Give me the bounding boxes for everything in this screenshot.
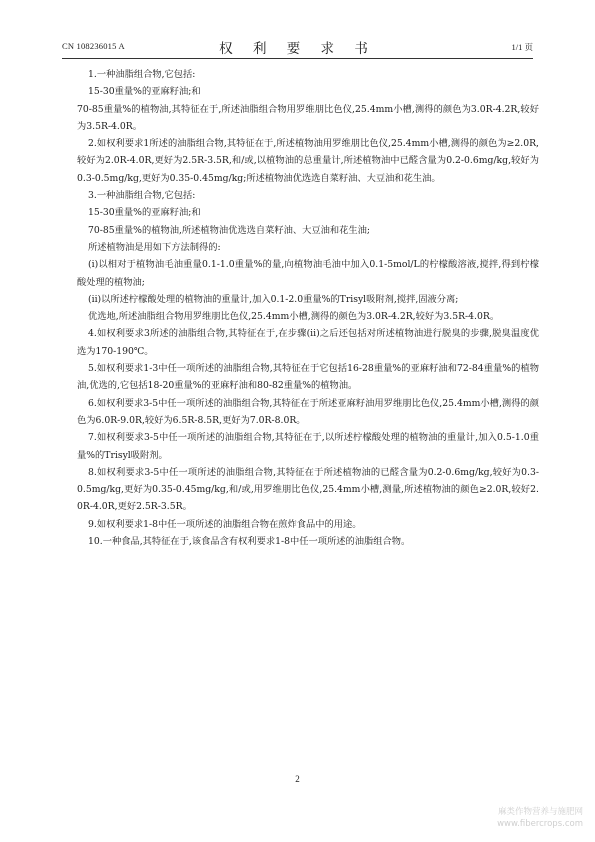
watermark-url: www.fibercrops.com	[497, 819, 583, 829]
claim-5: 5.如权利要求1-3中任一项所述的油脂组合物,其特征在于它包括16-28重量%的亚麻籽油和72-84重量%的植物油,优选的,它包括18-20重量%的亚麻籽油和80-82重量%的植物油。	[77, 363, 539, 392]
header-divider	[62, 58, 533, 59]
claim-3-item-a: 15-30重量%的亚麻籽油;和	[88, 207, 201, 219]
claim-6: 6.如权利要求3-5中任一项所述的油脂组合物,其特征在于所述亚麻籽油用罗维朋比色仪,25.4mm小槽,测得的颜色为6.0R-9.0R,较好为6.5R-8.5R,更好为7.0R-8.0R。	[77, 397, 539, 426]
claim-3-item-b: 70-85重量%的植物油,所述植物油优选选自菜籽油、大豆油和花生油;	[88, 224, 371, 236]
claim-1-intro: 1.一种油脂组合物,它包括:	[88, 69, 196, 80]
claim-3-step-i: (i)以相对于植物油毛油重量0.1-1.0重量%的量,向植物油毛油中加入0.1-5mol/L的柠檬酸溶液,搅拌,得到柠檬酸处理的植物油;	[77, 259, 539, 288]
claim-4: 4.如权利要求3所述的油脂组合物,其特征在于,在步骤(ii)之后还包括对所述植物油进行脱臭的步骤,脱臭温度优选为170-190℃。	[77, 328, 539, 357]
claim-3-step-ii: (ii)以所述柠檬酸处理的植物油的重量计,加入0.1-2.0重量%的Trisyl吸附剂,搅拌,固液分离;	[88, 293, 459, 305]
document-title: 权 利 要 求 书	[219, 41, 376, 57]
claims-body	[77, 66, 539, 550]
claim-2: 2.如权利要求1所述的油脂组合物,其特征在于,所述植物油用罗维朋比色仪,25.4mm小槽,测得的颜色为≥2.0R,较好为2.0R-4.0R,更好为2.5R-3.5R,和/或,以植物油的总重量计,所述植物油中已醛含量为0.2-0.6mg/kg,较好为0.3-0.5mg/kg,更好为0.35-0.45mg/kg;所述植物油优选选自菜籽油、大豆油和花生油。	[77, 138, 539, 184]
watermark-site-name: 麻类作物营养与施肥网	[497, 807, 583, 817]
page-indicator: 1/1 页	[511, 42, 533, 52]
claim-9: 9.如权利要求1-8中任一项所述的油脂组合物在煎炸食品中的用途。	[88, 518, 362, 530]
claim-10: 10.一种食品,其特征在于,该食品含有权利要求1-8中任一项所述的油脂组合物。	[88, 536, 411, 548]
claim-1-item-a: 15-30重量%的亚麻籽油;和	[88, 86, 201, 98]
page-header	[62, 37, 533, 55]
claim-8: 8.如权利要求3-5中任一项所述的油脂组合物,其特征在于所述植物油的已醛含量为0.2-0.6mg/kg,较好为0.3-0.5mg/kg,更好为0.35-0.45mg/kg,和/或,用罗维朋比色仪,25.4mm小槽,测量,所述植物油的颜色≥2.0R,较好2.0R-4.0R,更好2.5R-3.5R。	[77, 466, 539, 513]
claim-3-method-intro: 所述植物油是用如下方法制得的:	[88, 241, 221, 253]
claim-3-preferred: 优选地,所述油脂组合物用罗维朋比色仪,25.4mm小槽,测得的颜色为3.0R-4.2R,较好为3.5R-4.0R。	[88, 311, 500, 323]
claim-7: 7.如权利要求3-5中任一项所述的油脂组合物,其特征在于,以所述柠檬酸处理的植物油的重量计,加入0.5-1.0重量%的Trisyl吸附剂。	[77, 432, 539, 461]
page-number: 2	[295, 774, 300, 784]
site-watermark	[497, 806, 583, 830]
patent-number: CN 108236015 A	[62, 41, 125, 51]
claim-1-item-b: 70-85重量%的植物油,其特征在于,所述油脂组合物用罗维朋比色仪,25.4mm小槽,测得的颜色为3.0R-4.2R,较好为3.5R-4.0R。	[77, 103, 539, 132]
claim-3-intro: 3.一种油脂组合物,它包括:	[88, 190, 196, 202]
